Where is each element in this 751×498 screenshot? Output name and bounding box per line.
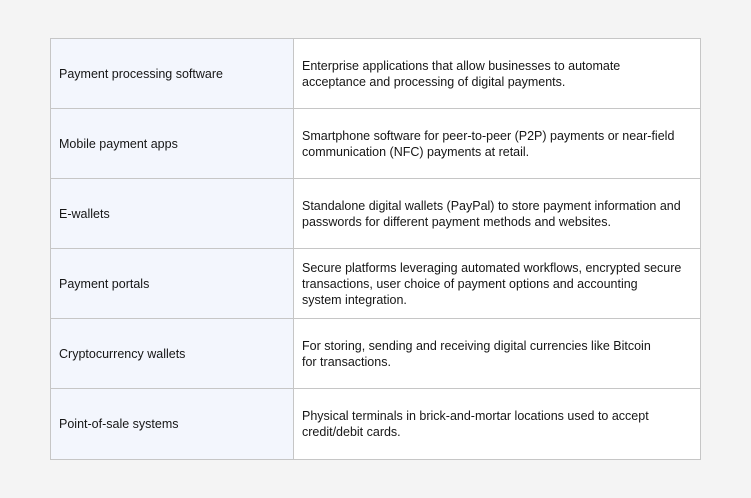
table-row <box>51 249 700 319</box>
description-cell <box>294 319 700 388</box>
table-row <box>51 389 700 459</box>
description-cell <box>294 389 700 459</box>
term-cell: Mobile payment apps <box>51 109 294 178</box>
table-row <box>51 109 700 179</box>
description-line: transactions, user choice of payment options and accounting <box>302 276 638 291</box>
description-line: acceptance and processing of digital payments. <box>302 74 566 89</box>
description-line: Smartphone software for peer-to-peer (P2P) payments or near-field <box>302 128 675 143</box>
term-cell: E-wallets <box>51 179 294 248</box>
term-cell: Payment portals <box>51 249 294 318</box>
description-line: credit/debit cards. <box>302 425 401 439</box>
term-cell: Cryptocurrency wallets <box>51 319 294 388</box>
table-row <box>51 319 700 389</box>
description-line: Standalone digital wallets (PayPal) to store payment information and <box>302 198 681 213</box>
description-cell <box>294 109 700 178</box>
description-line: Secure platforms leveraging automated workflows, encrypted secure <box>302 260 682 275</box>
description-line: passwords for different payment methods and websites. <box>302 214 611 229</box>
description-cell <box>294 249 700 318</box>
description-cell <box>294 39 700 108</box>
table-row <box>51 179 700 249</box>
description-line: system integration. <box>302 292 407 307</box>
term-cell: Point-of-sale systems <box>51 389 294 459</box>
description-cell <box>294 179 700 248</box>
description-line: Enterprise applications that allow businesses to automate <box>302 58 621 73</box>
description-line: For storing, sending and receiving digital currencies like Bitcoin <box>302 338 651 353</box>
term-cell: Payment processing software <box>51 39 294 108</box>
table-row <box>51 39 700 109</box>
payment-types-table <box>50 38 701 460</box>
description-line: Physical terminals in brick-and-mortar locations used to accept <box>302 409 649 423</box>
description-line: communication (NFC) payments at retail. <box>302 144 530 159</box>
description-line: for transactions. <box>302 354 391 369</box>
